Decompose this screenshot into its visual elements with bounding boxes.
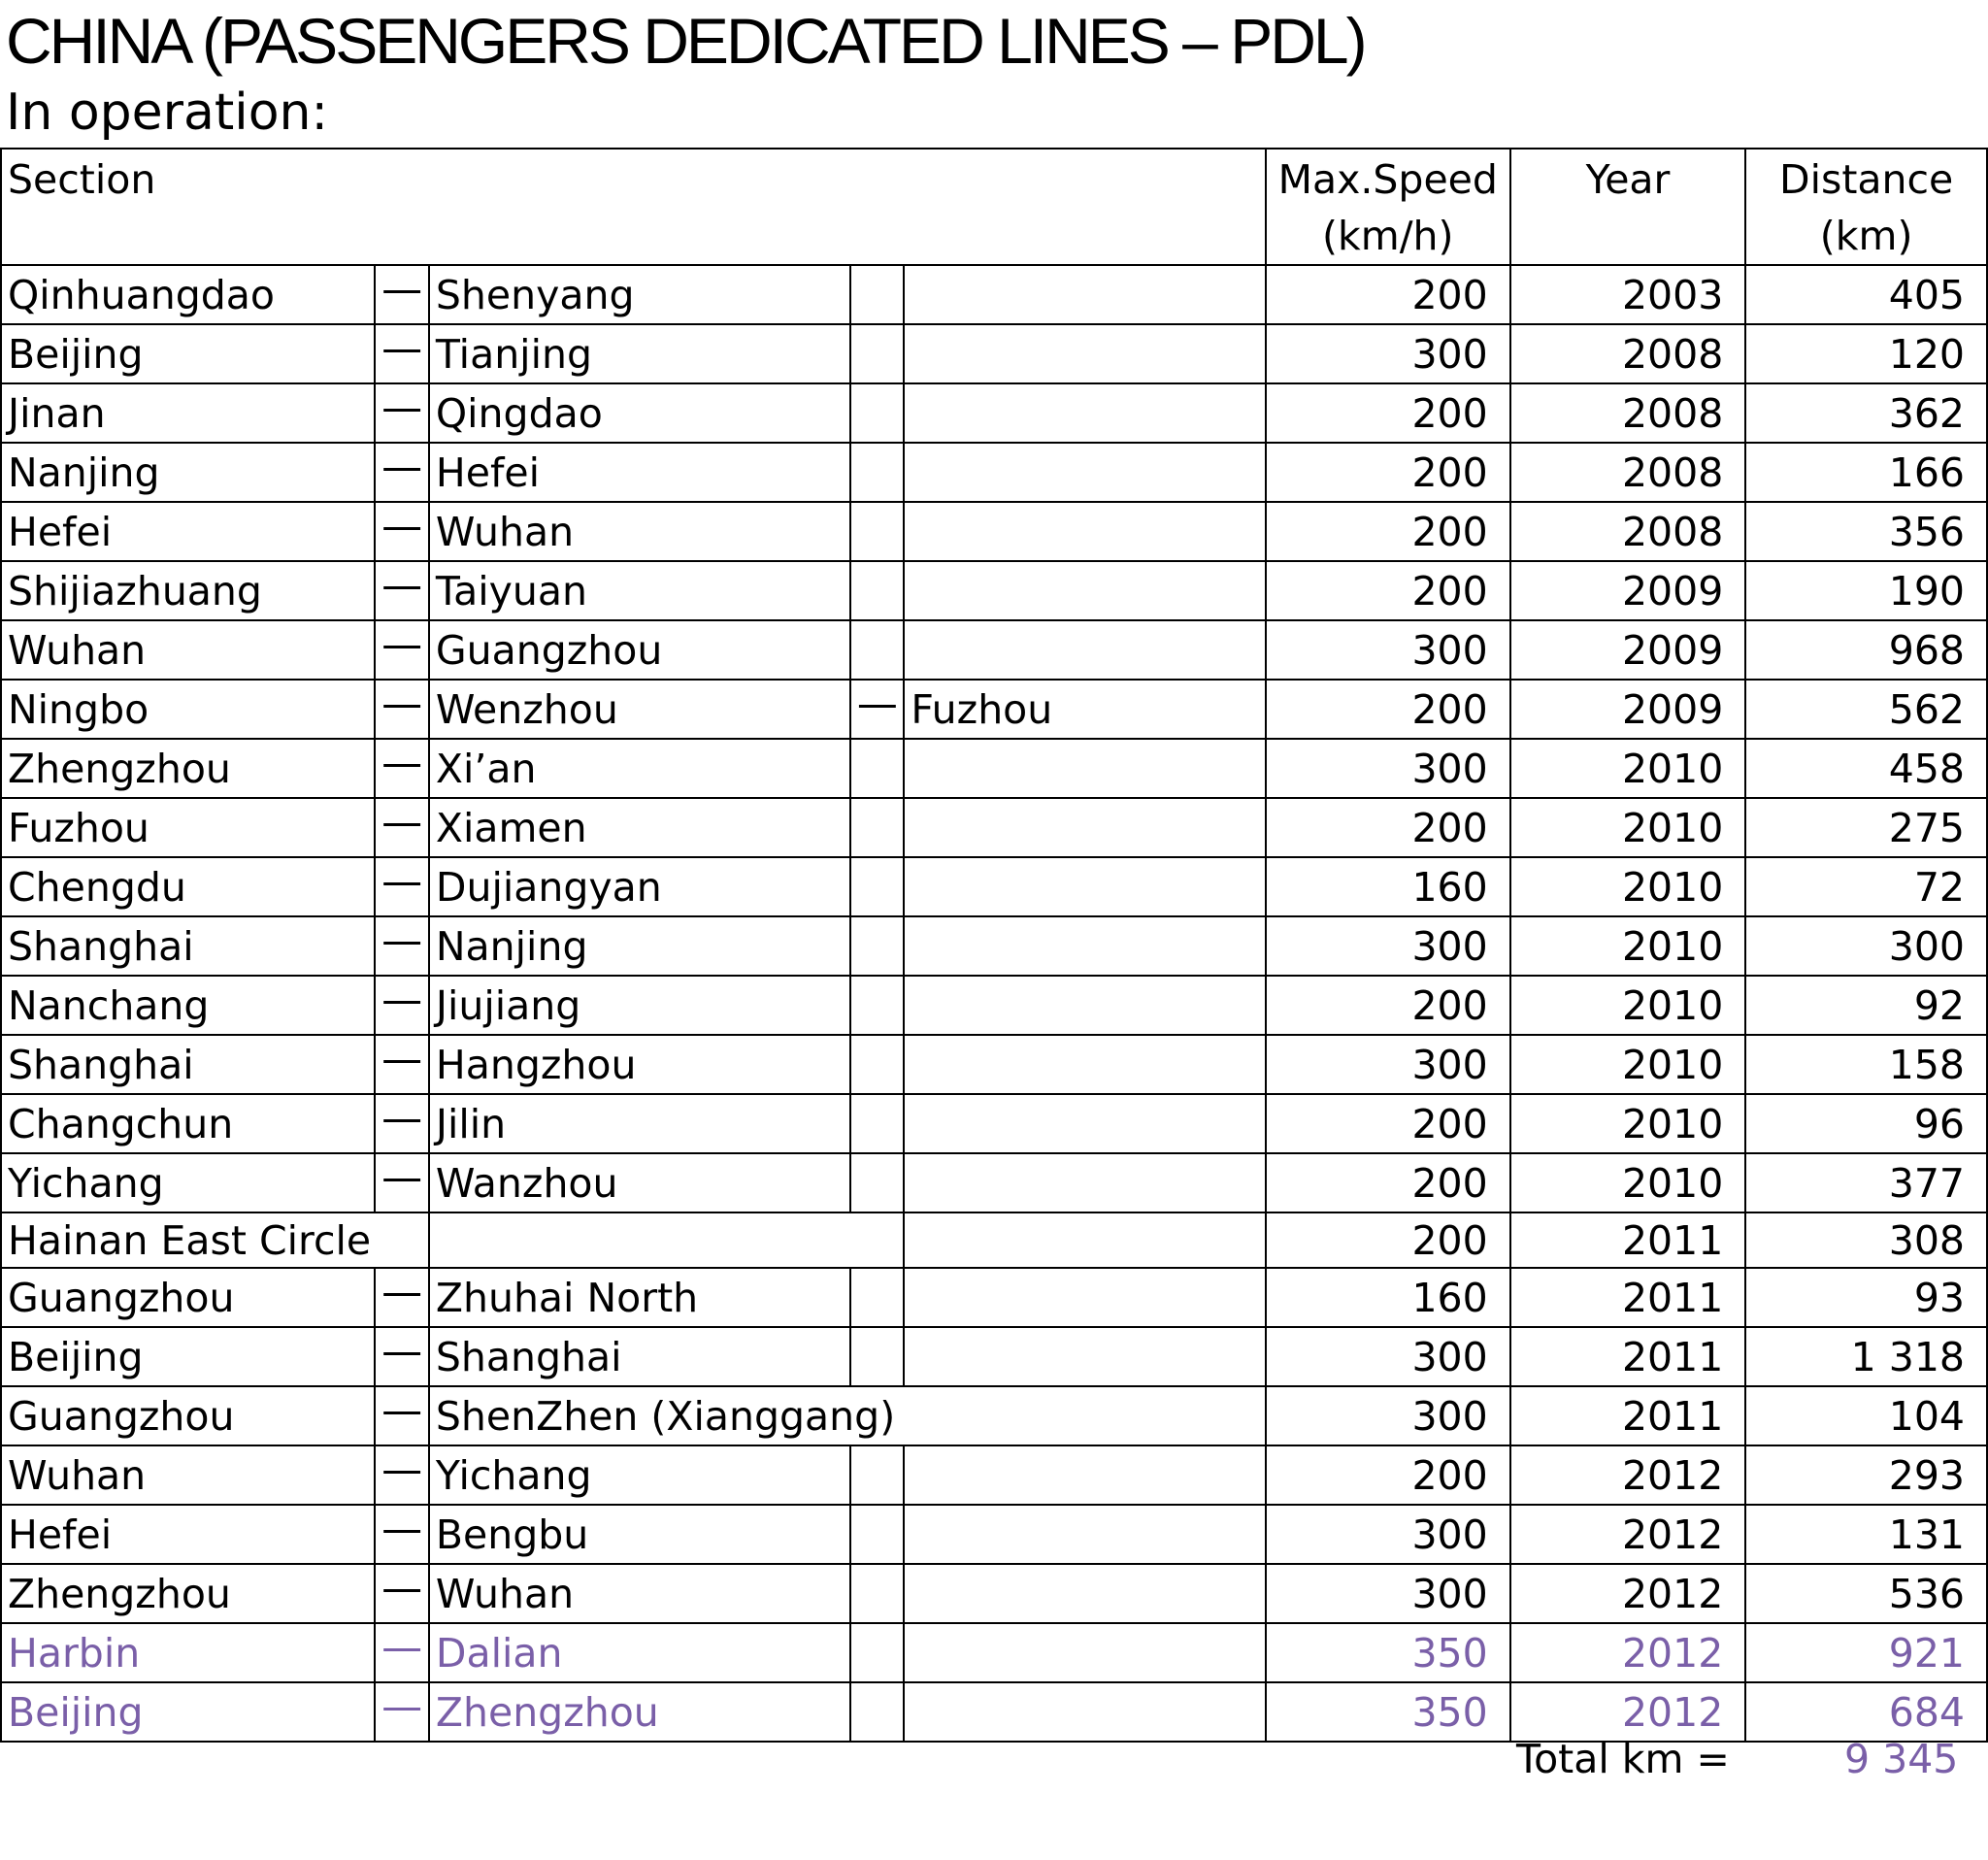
cell-year: 2012 xyxy=(1510,1623,1746,1682)
cell-distance: 72 xyxy=(1745,857,1987,916)
cell-max-speed: 200 xyxy=(1266,561,1510,620)
cell-year: 2010 xyxy=(1510,1035,1746,1094)
header-section-label: Section xyxy=(8,156,156,203)
cell-separator: — xyxy=(375,443,428,502)
cell-via xyxy=(904,857,1266,916)
cell-to: Shenyang xyxy=(429,265,851,324)
cell-separator: — xyxy=(375,1094,428,1153)
cell-separator: — xyxy=(375,1268,428,1327)
cell-max-speed: 160 xyxy=(1266,1268,1510,1327)
cell-distance: 362 xyxy=(1745,383,1987,443)
cell-max-speed: 200 xyxy=(1266,443,1510,502)
cell-year: 2010 xyxy=(1510,916,1746,976)
cell-via xyxy=(904,798,1266,857)
cell-from: Qinhuangdao xyxy=(1,265,375,324)
cell-distance: 308 xyxy=(1745,1212,1987,1268)
cell-distance: 275 xyxy=(1745,798,1987,857)
cell-separator: — xyxy=(375,916,428,976)
cell-separator: — xyxy=(375,1035,428,1094)
table-row xyxy=(1,1153,1987,1212)
cell-separator xyxy=(850,1153,904,1212)
cell-distance: 405 xyxy=(1745,265,1987,324)
cell-separator: — xyxy=(375,1327,428,1386)
cell-to: Xiamen xyxy=(429,798,851,857)
header-distance xyxy=(1745,149,1987,265)
cell-via xyxy=(904,502,1266,561)
cell-separator: — xyxy=(375,1682,428,1742)
cell-max-speed: 200 xyxy=(1266,1445,1510,1505)
cell-to: Shanghai xyxy=(429,1327,851,1386)
cell-separator xyxy=(850,324,904,383)
cell-to xyxy=(429,1212,904,1268)
cell-year: 2008 xyxy=(1510,502,1746,561)
cell-to: Dalian xyxy=(429,1623,851,1682)
cell-separator: — xyxy=(375,976,428,1035)
cell-max-speed: 200 xyxy=(1266,1153,1510,1212)
cell-via xyxy=(904,561,1266,620)
cell-distance: 131 xyxy=(1745,1505,1987,1564)
cell-separator: — xyxy=(850,680,904,739)
cell-from: Fuzhou xyxy=(1,798,375,857)
cell-year: 2011 xyxy=(1510,1386,1746,1445)
cell-to: Guangzhou xyxy=(429,620,851,680)
cell-distance: 104 xyxy=(1745,1386,1987,1445)
cell-from: Wuhan xyxy=(1,620,375,680)
cell-distance: 120 xyxy=(1745,324,1987,383)
cell-separator xyxy=(850,1564,904,1623)
page-title: CHINA (PASSENGERS DEDICATED LINES – PDL) xyxy=(6,5,1365,77)
header-distance-line2: (km) xyxy=(1819,213,1913,259)
table-row xyxy=(1,1564,1987,1623)
cell-max-speed: 200 xyxy=(1266,1212,1510,1268)
cell-via xyxy=(904,443,1266,502)
cell-distance: 536 xyxy=(1745,1564,1987,1623)
cell-distance: 190 xyxy=(1745,561,1987,620)
cell-via xyxy=(904,1445,1266,1505)
cell-from: Wuhan xyxy=(1,1445,375,1505)
cell-separator: — xyxy=(375,739,428,798)
cell-from: Zhengzhou xyxy=(1,739,375,798)
cell-separator xyxy=(850,502,904,561)
cell-max-speed: 200 xyxy=(1266,265,1510,324)
cell-to: Dujiangyan xyxy=(429,857,851,916)
table-row xyxy=(1,1386,1987,1445)
cell-from: Hefei xyxy=(1,502,375,561)
total-label: Total km = xyxy=(1516,1736,1730,1782)
header-year-label: Year xyxy=(1585,156,1671,203)
header-max-speed xyxy=(1266,149,1510,265)
cell-separator xyxy=(850,916,904,976)
cell-year: 2010 xyxy=(1510,857,1746,916)
cell-separator: — xyxy=(375,1153,428,1212)
cell-separator xyxy=(850,976,904,1035)
cell-year: 2010 xyxy=(1510,798,1746,857)
cell-separator xyxy=(850,1035,904,1094)
cell-separator xyxy=(850,1445,904,1505)
cell-distance: 300 xyxy=(1745,916,1987,976)
cell-max-speed: 300 xyxy=(1266,1564,1510,1623)
cell-max-speed: 300 xyxy=(1266,739,1510,798)
table-row xyxy=(1,1445,1987,1505)
cell-from: Hainan East Circle xyxy=(1,1212,429,1268)
cell-separator: — xyxy=(375,265,428,324)
cell-via xyxy=(904,265,1266,324)
table-row xyxy=(1,1623,1987,1682)
table-row xyxy=(1,916,1987,976)
cell-separator xyxy=(850,1505,904,1564)
cell-from: Yichang xyxy=(1,1153,375,1212)
cell-separator xyxy=(850,857,904,916)
cell-separator xyxy=(850,798,904,857)
cell-to: Nanjing xyxy=(429,916,851,976)
cell-year: 2009 xyxy=(1510,680,1746,739)
cell-max-speed: 300 xyxy=(1266,1035,1510,1094)
table-row xyxy=(1,976,1987,1035)
cell-separator xyxy=(850,620,904,680)
cell-from: Beijing xyxy=(1,1682,375,1742)
cell-year: 2010 xyxy=(1510,1094,1746,1153)
cell-separator xyxy=(850,443,904,502)
header-speed-line2: (km/h) xyxy=(1322,213,1454,259)
cell-to: Wuhan xyxy=(429,502,851,561)
cell-via xyxy=(904,1094,1266,1153)
cell-max-speed: 300 xyxy=(1266,1386,1510,1445)
cell-via: Fuzhou xyxy=(904,680,1266,739)
cell-via xyxy=(904,1327,1266,1386)
cell-year: 2008 xyxy=(1510,324,1746,383)
cell-max-speed: 200 xyxy=(1266,502,1510,561)
table-row xyxy=(1,502,1987,561)
cell-separator: — xyxy=(375,1505,428,1564)
table-row xyxy=(1,1505,1987,1564)
cell-to: Zhengzhou xyxy=(429,1682,851,1742)
cell-separator xyxy=(850,1623,904,1682)
cell-max-speed: 300 xyxy=(1266,1327,1510,1386)
cell-distance: 166 xyxy=(1745,443,1987,502)
cell-distance: 293 xyxy=(1745,1445,1987,1505)
cell-via xyxy=(904,739,1266,798)
cell-max-speed: 300 xyxy=(1266,916,1510,976)
cell-year: 2012 xyxy=(1510,1505,1746,1564)
cell-max-speed: 350 xyxy=(1266,1682,1510,1742)
total-value: 9 345 xyxy=(1844,1736,1959,1782)
cell-to: Qingdao xyxy=(429,383,851,443)
cell-to: Xi’an xyxy=(429,739,851,798)
cell-via xyxy=(904,1623,1266,1682)
table-row xyxy=(1,1268,1987,1327)
cell-max-speed: 200 xyxy=(1266,383,1510,443)
cell-year: 2012 xyxy=(1510,1682,1746,1742)
page-subtitle: In operation: xyxy=(6,83,329,142)
cell-from: Guangzhou xyxy=(1,1386,375,1445)
cell-to: Jiujiang xyxy=(429,976,851,1035)
cell-separator: — xyxy=(375,1623,428,1682)
table-row xyxy=(1,680,1987,739)
cell-to: Jilin xyxy=(429,1094,851,1153)
cell-max-speed: 300 xyxy=(1266,620,1510,680)
table-row xyxy=(1,739,1987,798)
cell-via xyxy=(904,1153,1266,1212)
cell-year: 2012 xyxy=(1510,1564,1746,1623)
cell-distance: 562 xyxy=(1745,680,1987,739)
cell-from: Shijiazhuang xyxy=(1,561,375,620)
cell-to: ShenZhen (Xianggang) xyxy=(429,1386,1266,1445)
cell-to: Yichang xyxy=(429,1445,851,1505)
cell-distance: 684 xyxy=(1745,1682,1987,1742)
cell-from: Harbin xyxy=(1,1623,375,1682)
table-row xyxy=(1,857,1987,916)
cell-year: 2003 xyxy=(1510,265,1746,324)
cell-max-speed: 350 xyxy=(1266,1623,1510,1682)
cell-to: Bengbu xyxy=(429,1505,851,1564)
cell-year: 2010 xyxy=(1510,1153,1746,1212)
header-speed-line1: Max.Speed xyxy=(1277,156,1498,203)
cell-separator xyxy=(850,739,904,798)
cell-from: Jinan xyxy=(1,383,375,443)
cell-distance: 356 xyxy=(1745,502,1987,561)
cell-separator: — xyxy=(375,680,428,739)
cell-separator xyxy=(850,383,904,443)
cell-via xyxy=(904,324,1266,383)
table-row xyxy=(1,1094,1987,1153)
cell-year: 2010 xyxy=(1510,739,1746,798)
cell-from: Nanjing xyxy=(1,443,375,502)
cell-separator: — xyxy=(375,324,428,383)
cell-separator: — xyxy=(375,502,428,561)
cell-from: Chengdu xyxy=(1,857,375,916)
cell-separator: — xyxy=(375,561,428,620)
table-row xyxy=(1,620,1987,680)
table-row xyxy=(1,798,1987,857)
cell-max-speed: 160 xyxy=(1266,857,1510,916)
cell-via xyxy=(904,976,1266,1035)
cell-separator: — xyxy=(375,798,428,857)
cell-separator: — xyxy=(375,857,428,916)
table-header-row xyxy=(1,149,1987,265)
cell-via xyxy=(904,620,1266,680)
cell-from: Shanghai xyxy=(1,1035,375,1094)
cell-distance: 458 xyxy=(1745,739,1987,798)
cell-distance: 968 xyxy=(1745,620,1987,680)
cell-to: Wenzhou xyxy=(429,680,851,739)
cell-from: Hefei xyxy=(1,1505,375,1564)
cell-year: 2010 xyxy=(1510,976,1746,1035)
cell-max-speed: 200 xyxy=(1266,1094,1510,1153)
table-row xyxy=(1,561,1987,620)
cell-year: 2008 xyxy=(1510,383,1746,443)
cell-max-speed: 300 xyxy=(1266,1505,1510,1564)
cell-separator xyxy=(850,1094,904,1153)
pdl-table xyxy=(0,148,1988,1743)
cell-distance: 1 318 xyxy=(1745,1327,1987,1386)
cell-to: Zhuhai North xyxy=(429,1268,851,1327)
cell-separator xyxy=(850,265,904,324)
cell-from: Ningbo xyxy=(1,680,375,739)
cell-separator: — xyxy=(375,383,428,443)
cell-via xyxy=(904,1268,1266,1327)
cell-separator: — xyxy=(375,1445,428,1505)
table-row xyxy=(1,443,1987,502)
cell-separator: — xyxy=(375,1386,428,1445)
header-section xyxy=(1,149,1266,265)
cell-to: Taiyuan xyxy=(429,561,851,620)
cell-year: 2011 xyxy=(1510,1212,1746,1268)
cell-via xyxy=(904,1035,1266,1094)
cell-year: 2009 xyxy=(1510,561,1746,620)
cell-to: Tianjing xyxy=(429,324,851,383)
total-row xyxy=(0,1730,1988,1788)
cell-separator: — xyxy=(375,1564,428,1623)
table-row xyxy=(1,1035,1987,1094)
cell-separator xyxy=(850,1327,904,1386)
cell-via xyxy=(904,1212,1266,1268)
table-row xyxy=(1,383,1987,443)
cell-year: 2012 xyxy=(1510,1445,1746,1505)
cell-year: 2011 xyxy=(1510,1268,1746,1327)
cell-year: 2009 xyxy=(1510,620,1746,680)
cell-max-speed: 200 xyxy=(1266,680,1510,739)
cell-max-speed: 300 xyxy=(1266,324,1510,383)
cell-via xyxy=(904,1564,1266,1623)
cell-max-speed: 200 xyxy=(1266,798,1510,857)
cell-year: 2011 xyxy=(1510,1327,1746,1386)
cell-separator xyxy=(850,561,904,620)
header-distance-line1: Distance xyxy=(1779,156,1954,203)
cell-to: Hefei xyxy=(429,443,851,502)
cell-distance: 92 xyxy=(1745,976,1987,1035)
cell-distance: 921 xyxy=(1745,1623,1987,1682)
cell-from: Changchun xyxy=(1,1094,375,1153)
cell-via xyxy=(904,1505,1266,1564)
cell-to: Wuhan xyxy=(429,1564,851,1623)
cell-from: Shanghai xyxy=(1,916,375,976)
cell-separator xyxy=(850,1268,904,1327)
cell-from: Zhengzhou xyxy=(1,1564,375,1623)
cell-via xyxy=(904,916,1266,976)
cell-distance: 96 xyxy=(1745,1094,1987,1153)
table-row xyxy=(1,324,1987,383)
table-row xyxy=(1,265,1987,324)
cell-distance: 377 xyxy=(1745,1153,1987,1212)
cell-separator: — xyxy=(375,620,428,680)
table-body xyxy=(1,265,1987,1742)
cell-from: Guangzhou xyxy=(1,1268,375,1327)
cell-max-speed: 200 xyxy=(1266,976,1510,1035)
cell-distance: 93 xyxy=(1745,1268,1987,1327)
table-row xyxy=(1,1212,1987,1268)
cell-distance: 158 xyxy=(1745,1035,1987,1094)
cell-from: Nanchang xyxy=(1,976,375,1035)
cell-via xyxy=(904,383,1266,443)
cell-from: Beijing xyxy=(1,324,375,383)
table-row xyxy=(1,1327,1987,1386)
cell-to: Wanzhou xyxy=(429,1153,851,1212)
header-year xyxy=(1510,149,1746,265)
cell-year: 2008 xyxy=(1510,443,1746,502)
cell-from: Beijing xyxy=(1,1327,375,1386)
cell-to: Hangzhou xyxy=(429,1035,851,1094)
